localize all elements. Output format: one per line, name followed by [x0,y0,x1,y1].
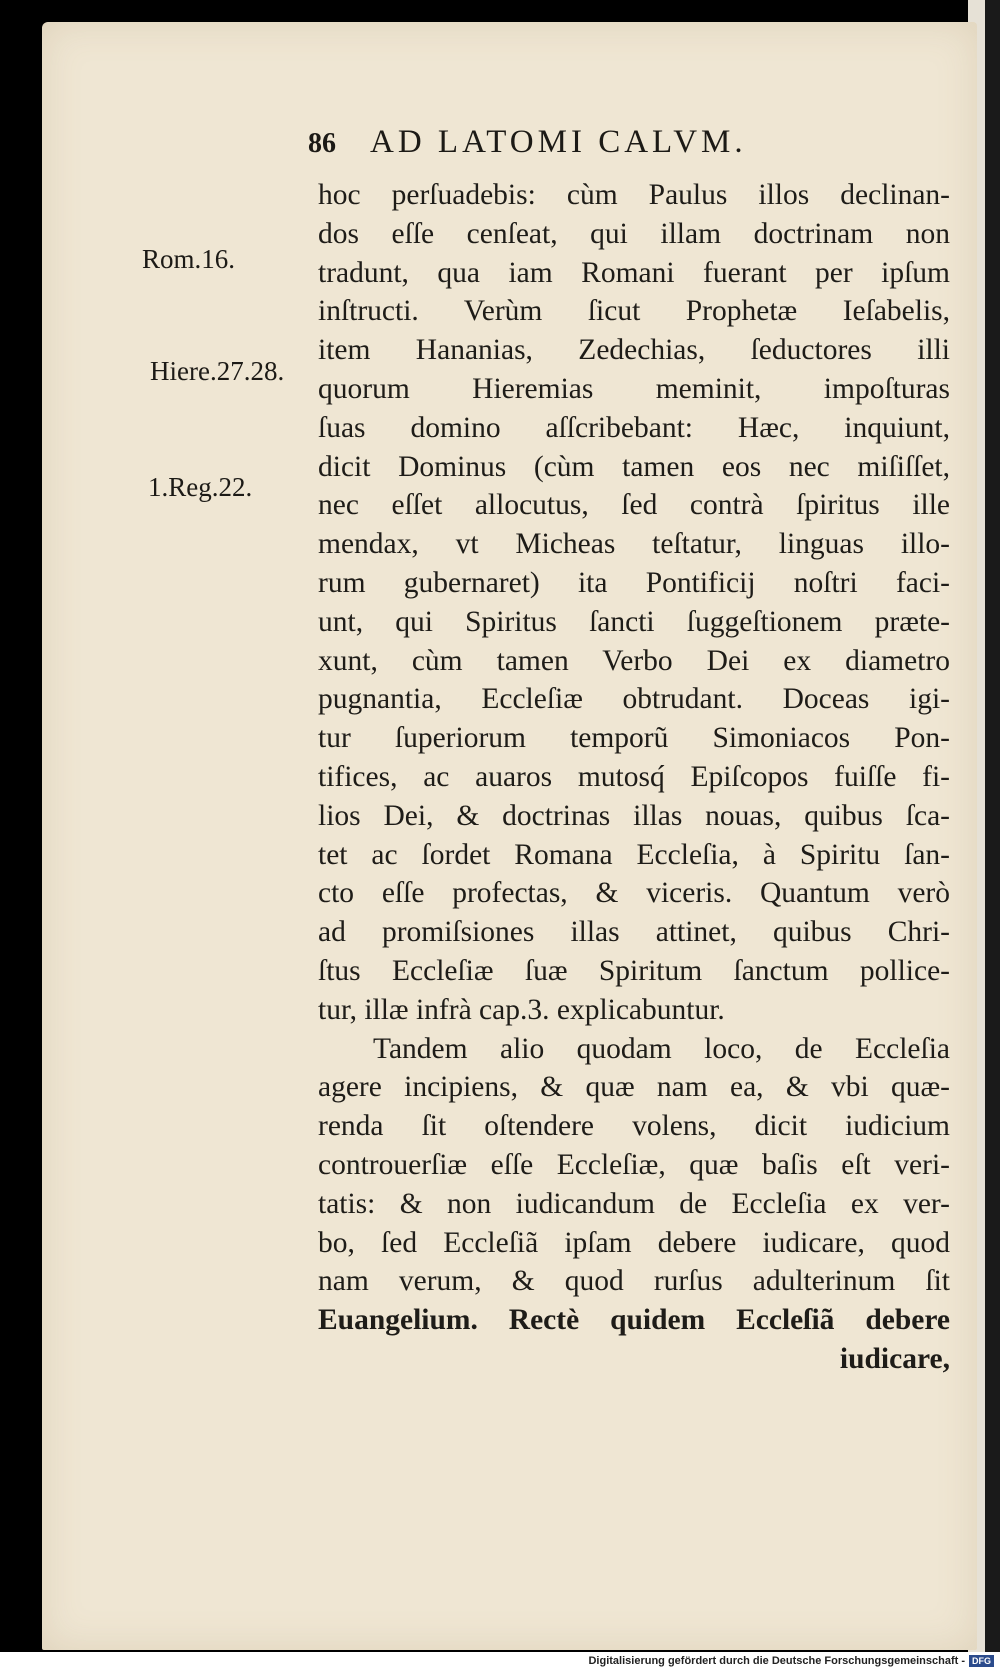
funding-notice: Digitalisierung gefördert durch die Deutsche Forschungsgemeinschaft - [588,1654,965,1667]
digitization-footer [0,1652,1000,1669]
text-line: tur ſuperiorum temporũ Simoniacos Pon- [318,722,950,755]
text-line: dos eſſe cenſeat, qui illam doctrinam non [318,217,950,250]
text-line: dicit Dominus (cùm tamen eos nec miſiſſet, [318,450,950,483]
running-head [308,124,908,172]
margin-note-hiere: Hiere.27.28. [150,356,285,386]
text-line: quorum Hieremias meminit, impoſturas [318,372,950,405]
text-line: tatis: & non iudicandum de Eccleſia ex ver- [318,1187,950,1220]
text-line: ad promiſsiones illas attinet, quibus Chri- [318,916,950,949]
paragraph-start-line: Tandem alio quodam loco, de Eccleſia [373,1032,950,1065]
text-line: tifices, ac auaros mutosq́ Epiſcopos fuiſſe fi- [318,760,950,793]
text-line: mendax, vt Micheas teſtatur, linguas illo- [318,528,950,561]
margin-note-rom: Rom.16. [142,244,236,274]
text-line: tradunt, qua iam Romani fuerant per ipſum [318,256,950,289]
text-line: nam verum, & quod rurſus adulterinum ſit [318,1265,950,1298]
text-line: pugnantia, Eccleſiæ obtrudant. Doceas igi- [318,683,950,716]
text-line: tur, illæ infrà cap.3. explicabuntur. [318,993,725,1026]
dfg-logo: DFG [969,1655,994,1667]
text-line: controuerſiæ eſſe Eccleſiæ, quæ baſis eſt veri- [318,1148,950,1181]
text-line: unt, qui Spiritus ſancti ſuggeſtionem præte- [318,605,950,638]
text-line: Euangelium. Rectè quidem Eccleſiã debere [318,1304,950,1337]
text-line: rum gubernaret) ita Pontificij noſtri faci- [318,566,950,599]
text-line: agere incipiens, & quæ nam ea, & vbi quæ- [318,1071,950,1104]
text-line: ſtus Eccleſiæ ſuæ Spiritum ſanctum pollice- [318,954,950,987]
margin-note-reg: 1.Reg.22. [148,472,253,502]
text-line: bo, ſed Eccleſiã ipſam debere iudicare, quod [318,1226,950,1259]
text-line: tet ac ſordet Romana Eccleſia, à Spiritu ſan- [318,838,950,871]
book-spine-edge [985,0,1000,1669]
text-line: nec eſſet allocutus, ſed contrà ſpiritus ille [318,489,950,522]
text-line: cto eſſe profectas, & viceris. Quantum verò [318,877,950,910]
running-title: AD LATOMI CALVM. [370,124,747,160]
text-line: hoc perſuadebis: cùm Paulus illos declinan- [318,179,950,211]
page-number: 86 [308,128,336,159]
text-line: item Hananias, Zedechias, ſeductores illi [318,334,950,367]
catchword: iudicare, [839,1342,950,1375]
text-line: ſuas domino aſſcribebant: Hæc, inquiunt, [318,411,950,444]
text-line: inſtructi. Verùm ſicut Prophetæ Ieſabelis, [318,295,950,328]
text-line: xunt, cùm tamen Verbo Dei ex diametro [318,644,950,677]
text-line: lios Dei, & doctrinas illas nouas, quibus ſca- [318,799,950,832]
text-line: renda ſit oſtendere volens, dicit iudicium [318,1110,950,1143]
body-text [318,176,950,1379]
